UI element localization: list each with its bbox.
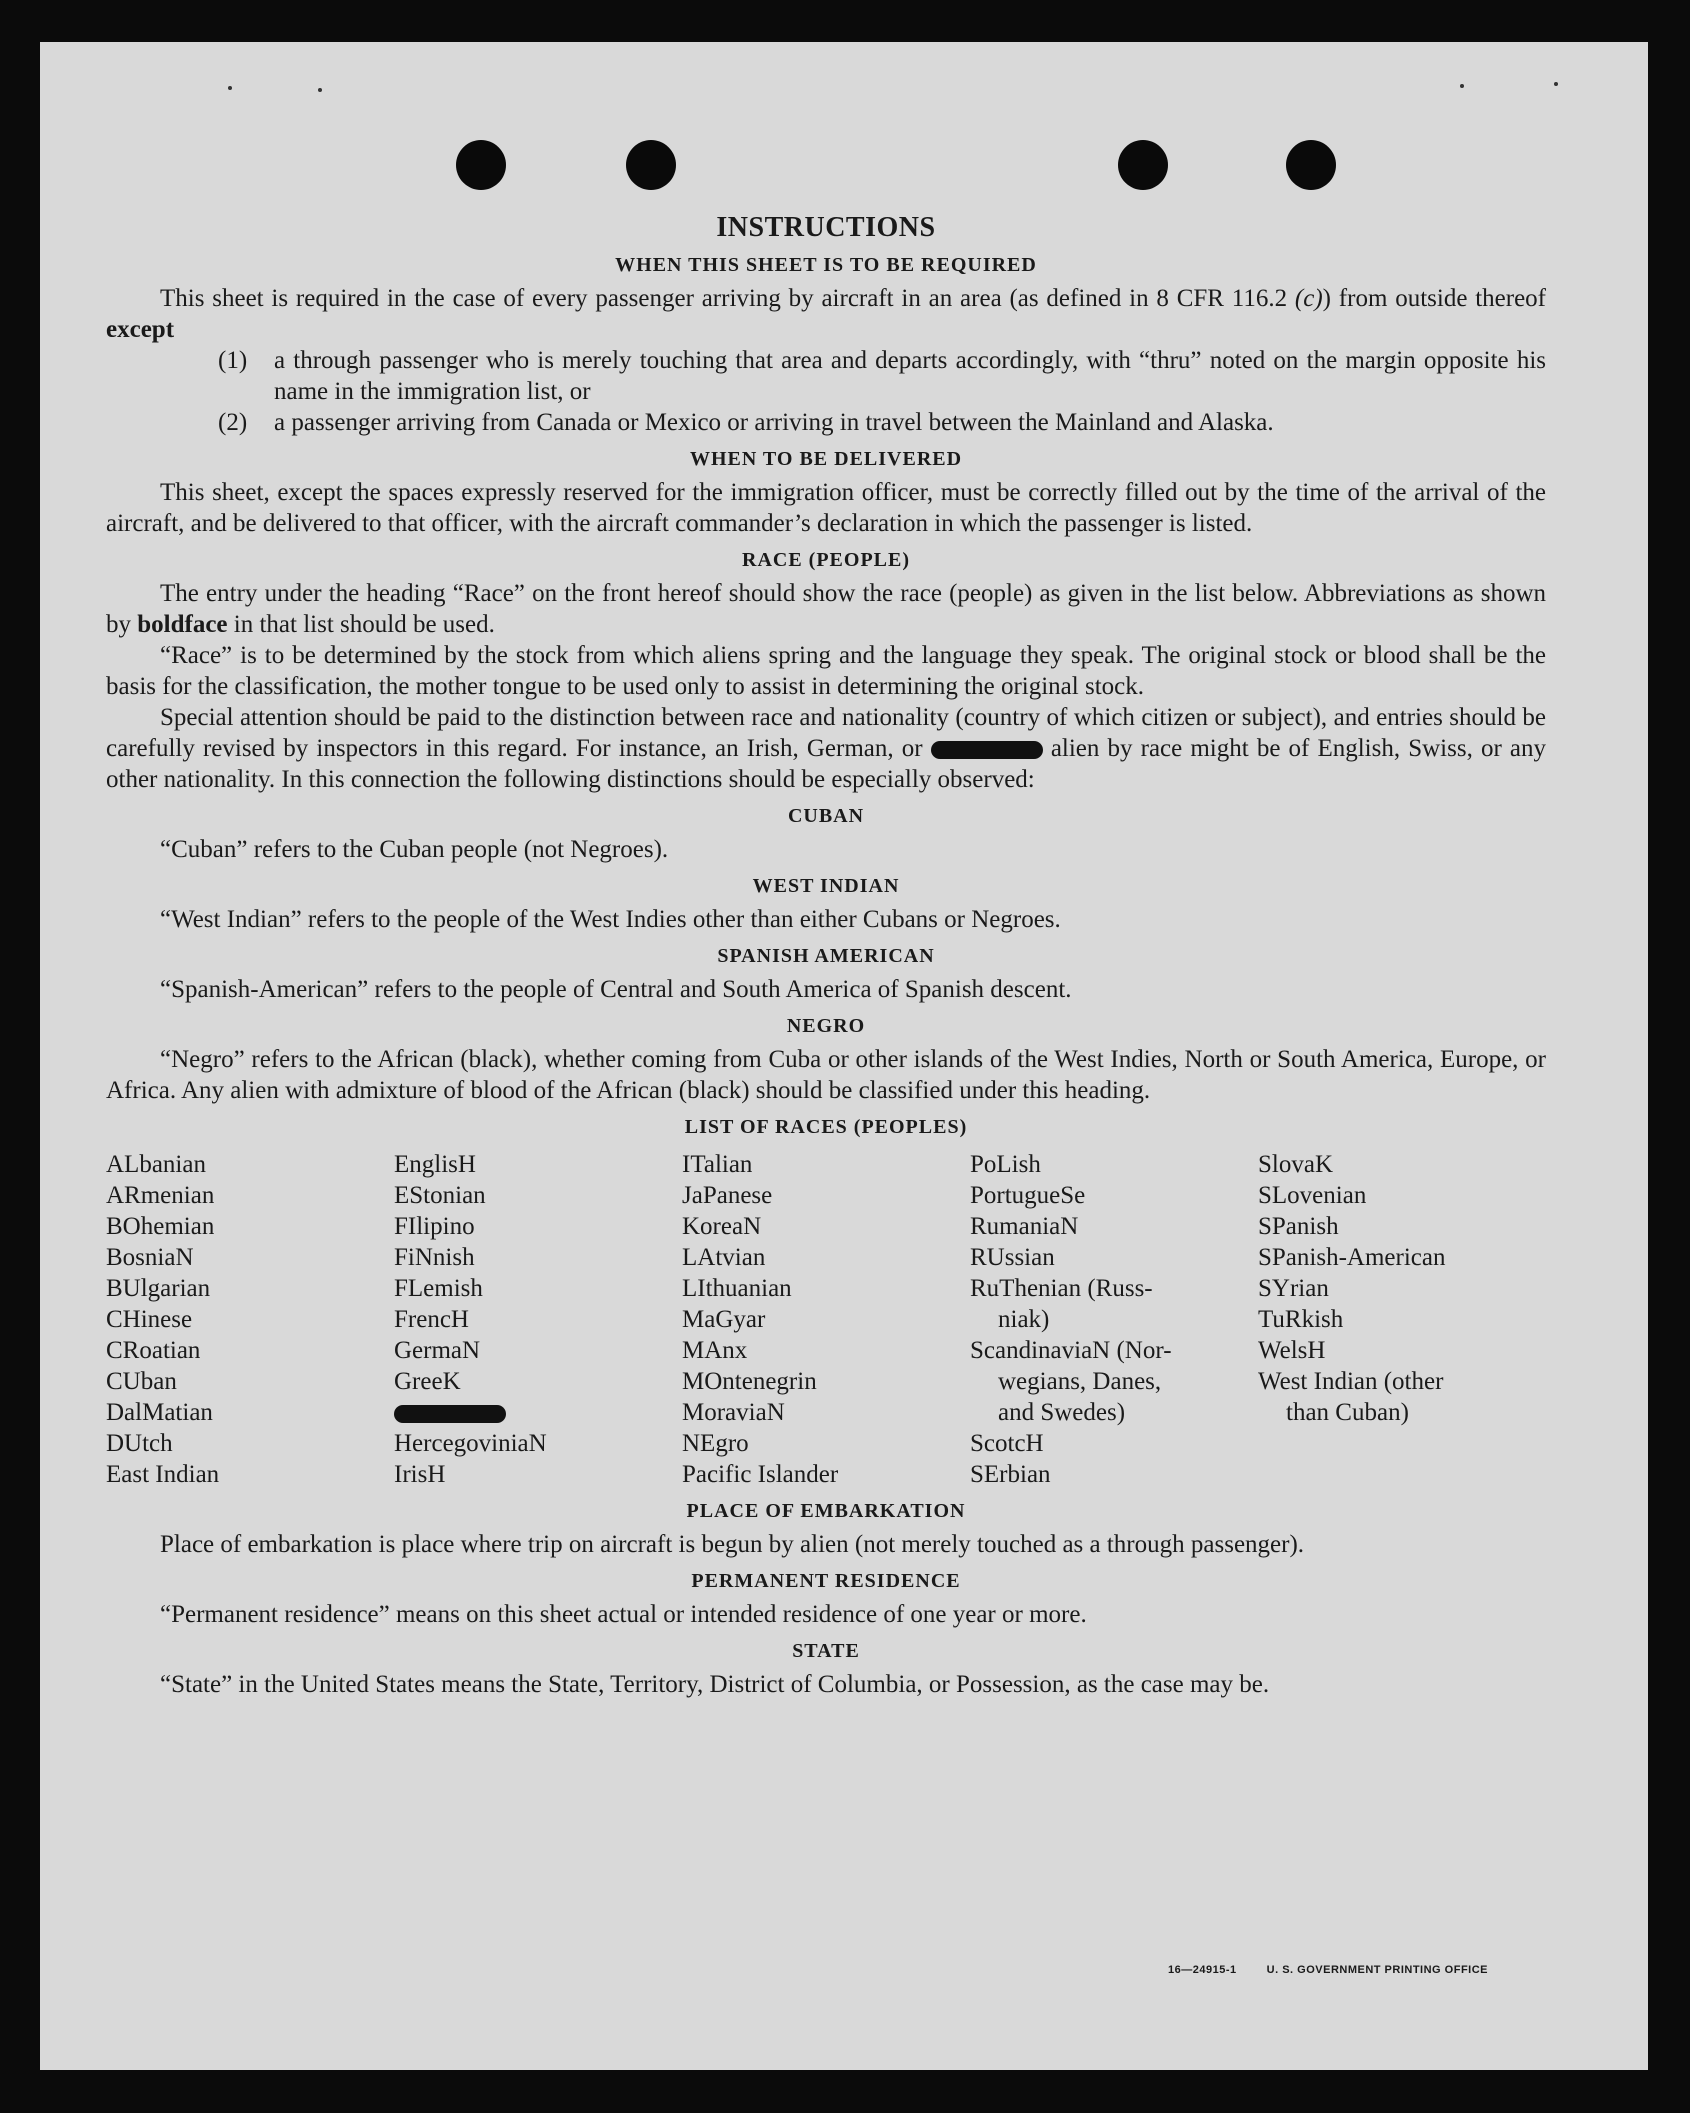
residence-text: “Permanent residence” means on this sheet actual or intended residence of one year or more. [160,1601,1087,1628]
intro-text: ) from outside thereof [1322,285,1547,312]
cuban-text: “Cuban” refers to the Cuban people (not Negroes). [160,836,669,863]
race-bold: boldface [137,611,228,638]
race-entry-continuation: niak) [998,1306,1050,1333]
race-entry: ScandinaviaN (Nor- [970,1337,1172,1364]
redaction-mark [931,741,1043,759]
section-heading: WHEN TO BE DELIVERED [689,448,963,470]
race-entry: CRoatian [106,1337,201,1364]
race-entry: PoLish [970,1151,1041,1178]
race-entry: RUssian [970,1244,1055,1271]
west-indian-text: “West Indian” refers to the people of the West Indies other than either Cubans or Negroes. [160,906,1061,933]
race-entry: DUtch [106,1430,173,1457]
race-entry: IrisH [394,1461,446,1488]
race-entry: CUban [106,1368,177,1395]
section-heading: CUBAN [787,805,865,827]
race-entry: CHinese [106,1306,193,1333]
race-entry-continuation: than Cuban) [1286,1399,1409,1426]
race-entry: LAtvian [682,1244,766,1271]
race-entry: DalMatian [106,1399,213,1426]
race-entry: EStonian [394,1182,486,1209]
race-entry: GermaN [394,1337,481,1364]
item-number: (2) [218,409,248,436]
race-entry: HercegoviniaN [394,1430,547,1457]
intro-except: except [106,316,175,343]
speck [228,86,232,90]
section-heading: PLACE OF EMBARKATION [686,1500,966,1522]
item-number: (1) [218,347,248,374]
intro-text: This sheet is required in the case of every passenger arriving by aircraft in an area (as defined in 8 CFR 116.2 [160,285,1295,312]
race-entry: ALbanian [106,1151,206,1178]
race-entry: FIlipino [394,1213,475,1240]
race-entry: East Indian [106,1461,220,1488]
embarkation-text: Place of embarkation is place where trip on aircraft is begun by alien (not merely touched as a through passenger). [160,1531,1305,1558]
item-text: a through passenger who is merely touching that area and departs accordingly, with “thru” noted on the margin opposite his name in the immigration list, or [274,347,1546,405]
section-heading: PERMANENT RESIDENCE [691,1570,961,1592]
section-heading: NEGRO [786,1015,866,1037]
race-entry: MOntenegrin [682,1368,817,1395]
spanish-american-text: “Spanish-American” refers to the people of Central and South America of Spanish descent. [160,976,1072,1003]
list-item [106,345,1546,407]
redacted-entry [394,1397,682,1428]
state-text: “State” in the United States means the State, Territory, District of Columbia, or Possession, as the case may be. [160,1671,1270,1698]
delivered-text: This sheet, except the spaces expressly reserved for the immigration officer, must be correctly filled out by the time of the arrival of the aircraft, and be delivered to that officer, with the aircraft commander’s declaration in which the passenger is listed. [106,479,1546,537]
required-intro [106,283,1546,345]
instructions-content [106,170,1546,1700]
document-page [40,42,1648,2070]
race-entry: SlovaK [1258,1151,1333,1178]
item-text: a passenger arriving from Canada or Mexico or arriving in travel between the Mainland and Alaska. [274,409,1274,436]
race-entry: JaPanese [682,1182,773,1209]
race-entry: EnglisH [394,1151,476,1178]
race-entry: ScotcH [970,1430,1044,1457]
race-entry: FrencH [394,1306,469,1333]
race-entry: FLemish [394,1275,483,1302]
race-entry: GreeK [394,1368,461,1395]
negro-text: “Negro” refers to the African (black), whether coming from Cuba or other islands of the West Indies, North or South America, Europe, or Africa. Any alien with admixture of blood of the African (black) should be classified under this heading. [106,1046,1546,1104]
race-entry: KoreaN [682,1213,762,1240]
section-heading: RACE (PEOPLE) [742,549,910,571]
race-entry-continuation: and Swedes) [998,1399,1126,1426]
race-entry: BosniaN [106,1244,194,1271]
race-text: in that list should be used. [227,611,495,638]
race-paragraph [106,702,1546,795]
race-entry: Pacific Islander [682,1461,839,1488]
intro-subsection: (c) [1294,285,1323,312]
race-text: alien by race might be of English, Swiss, or any other nationality. In this connection the following distinctions should be especially observed: [106,735,1546,793]
race-entry: WelsH [1258,1337,1326,1364]
races-column [1258,1149,1546,1490]
list-item [106,407,1546,438]
races-column [394,1149,682,1490]
race-paragraph: “Race” is to be determined by the stock from which aliens spring and the language they speak. The original stock or blood shall be the basis for the classification, the mother tongue to be used only to assist in determining the original stock. [106,642,1546,700]
race-entry: TuRkish [1258,1306,1344,1333]
form-footer [1168,1964,1488,1976]
section-heading: STATE [792,1640,860,1662]
race-entry: SPanish [1258,1213,1339,1240]
race-entry: RumaniaN [970,1213,1079,1240]
race-entry: SErbian [970,1461,1051,1488]
race-entry: FiNnish [394,1244,475,1271]
speck [1460,84,1464,88]
race-paragraph [106,578,1546,640]
race-entry: MaGyar [682,1306,766,1333]
race-text: The entry under the heading “Race” on the front hereof should show the race (people) as given in the list below. Abbreviations as shown by [106,580,1546,638]
race-entry: PortugueSe [970,1182,1086,1209]
race-entry: RuThenian (Russ- [970,1275,1153,1302]
race-entry: BUlgarian [106,1275,211,1302]
form-number: 16—24915-1 [1168,1964,1237,1976]
race-entry: MAnx [682,1337,748,1364]
race-entry: BOhemian [106,1213,215,1240]
race-entry: ARmenian [106,1182,215,1209]
races-column [106,1149,394,1490]
race-text: Special attention should be paid to the distinction between race and nationality (country of which citizen or subject), and entries should be carefully revised by inspectors in this regard. For instance, an Irish, German, or [106,704,1546,762]
races-column [970,1149,1258,1490]
race-entry: MoraviaN [682,1399,785,1426]
race-entry: ITalian [682,1151,753,1178]
speck [1554,82,1558,86]
race-entry: LIthuanian [682,1275,792,1302]
race-entry: SLovenian [1258,1182,1367,1209]
races-column [682,1149,970,1490]
section-heading: WEST INDIAN [752,875,900,897]
printer-credit: U. S. GOVERNMENT PRINTING OFFICE [1266,1964,1488,1976]
section-heading: SPANISH AMERICAN [717,945,935,967]
redaction-mark [394,1405,506,1423]
race-entry: NEgro [682,1430,749,1457]
race-entry-continuation: wegians, Danes, [998,1368,1162,1395]
race-entry: West Indian (other [1258,1368,1444,1395]
list-heading: LIST OF RACES (PEOPLES) [684,1116,968,1138]
speck [318,88,322,92]
page-title: INSTRUCTIONS [716,212,936,243]
section-heading: WHEN THIS SHEET IS TO BE REQUIRED [615,254,1037,276]
race-entry: SYrian [1258,1275,1329,1302]
races-list [106,1149,1546,1490]
race-entry: SPanish-American [1258,1244,1446,1271]
